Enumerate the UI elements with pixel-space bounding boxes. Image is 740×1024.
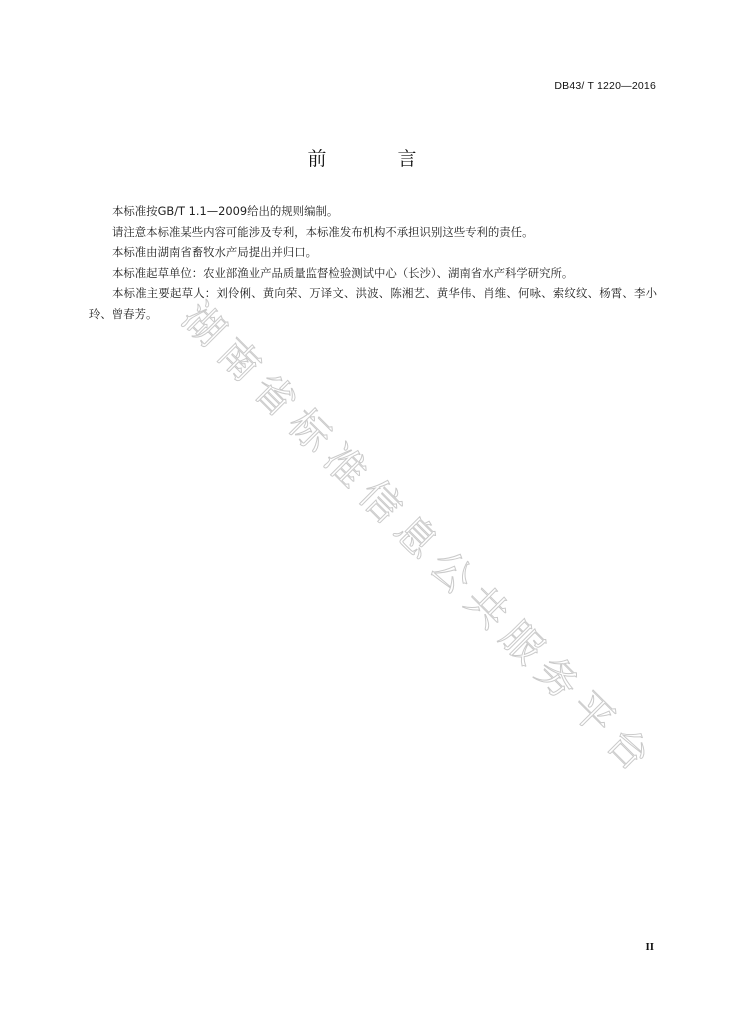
foreword-body bbox=[89, 201, 657, 325]
paragraph-patent-notice: 请注意本标准某些内容可能涉及专利，本标准发布机构不承担识别这些专利的责任。 bbox=[112, 224, 534, 239]
paragraph-drafting-rules: 本标准按GB/T 1.1—2009给出的规则编制。 bbox=[112, 204, 339, 218]
page-number: II bbox=[645, 941, 654, 953]
paragraph-proposer: 本标准由湖南省畜牧水产局提出并归口。 bbox=[112, 245, 318, 260]
paragraph-drafting-units: 本标准起草单位：农业部渔业产品质量监督检验测试中心（长沙）、湖南省水产科学研究所。 bbox=[112, 265, 574, 280]
watermark bbox=[172, 250, 740, 780]
paragraph-drafters: 本标准主要起草人：刘伶俐、黄向荣、万译文、洪波、陈湘艺、黄华伟、肖维、何咏、索纹纹、杨霄、李小玲、曾春芳。 bbox=[89, 286, 657, 321]
watermark-text: 湖南省标准信息公共服务平台 bbox=[172, 294, 659, 780]
page-title: 前 言 bbox=[307, 148, 443, 170]
standard-code: DB43/ T 1220—2016 bbox=[554, 80, 656, 92]
